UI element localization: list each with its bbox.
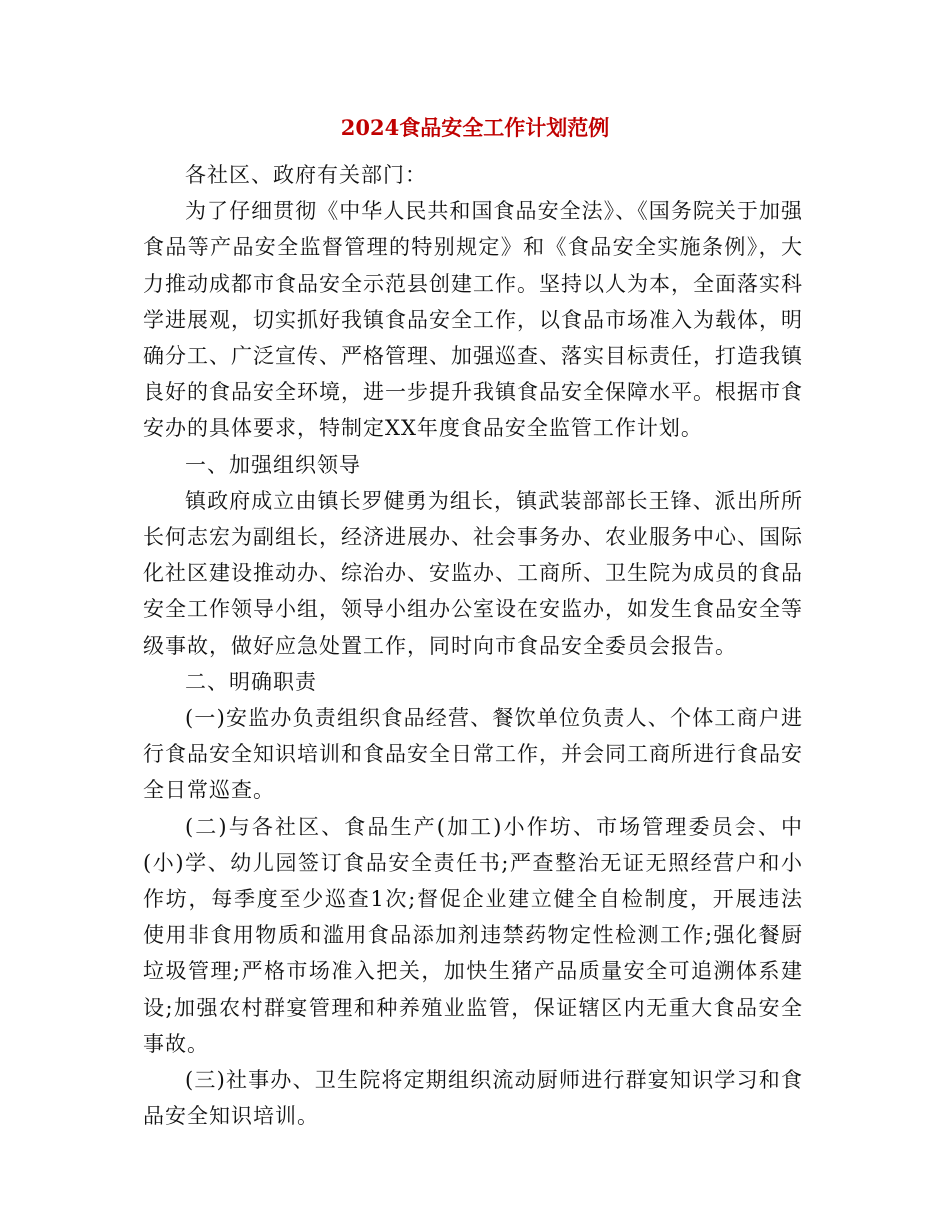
organization-paragraph: 镇政府成立由镇长罗健勇为组长，镇武装部部长王锋、派出所所长何志宏为副组长，经济进展办、社会事务办、农业服务中心、国际化社区建设推动办、综治办、安监办、工商所、卫生院为成员的食品安全工作领导小组，领导小组办公室设在安监办，如发生食品安全等级事故，做好应急处置工作，同时向市食品安全委员会报告。 — [143, 488, 803, 658]
duty-item-2: (二)与各社区、食品生产(加工)小作坊、市场管理委员会、中(小)学、幼儿园签订食品安全责任书;严查整治无证无照经营户和小作坊，每季度至少巡查1次;督促企业建立健全自检制度，开展违法使用非食用物质和滥用食品添加剂违禁药物定性检测工作;强化餐厨垃圾管理;严格市场准入把关，加快生猪产品质量安全可追溯体系建设;加强农村群宴管理和种养殖业监管，保证辖区内无重大食品安全事故。 — [143, 814, 803, 1056]
document-body — [143, 157, 803, 1134]
salutation: 各社区、政府有关部门： — [185, 163, 427, 187]
duty-item-1: (一)安监办负责组织食品经营、餐饮单位负责人、个体工商户进行食品安全知识培训和食品安全日常工作，并会同工商所进行食品安全日常巡查。 — [143, 706, 803, 803]
intro-paragraph: 为了仔细贯彻《中华人民共和国食品安全法》、《国务院关于加强食品等产品安全监督管理的特别规定》和《食品安全实施条例》，大力推动成都市食品安全示范县创建工作。坚持以人为本，全面落实科学进展观，切实抓好我镇食品安全工作，以食品市场准入为载体，明确分工、广泛宣传、严格管理、加强巡查、落实目标责任，打造我镇良好的食品安全环境，进一步提升我镇食品安全保障水平。根据市食安办的具体要求，特制定XX年度食品安全监管工作计划。 — [143, 199, 803, 441]
duty-item-3: (三)社事办、卫生院将定期组织流动厨师进行群宴知识学习和食品安全知识培训。 — [143, 1068, 803, 1129]
document-title: 2024食品安全工作计划范例 — [340, 115, 610, 140]
section-heading-organization: 一、加强组织领导 — [185, 452, 361, 477]
section-heading-duties: 二、明确职责 — [185, 669, 317, 694]
